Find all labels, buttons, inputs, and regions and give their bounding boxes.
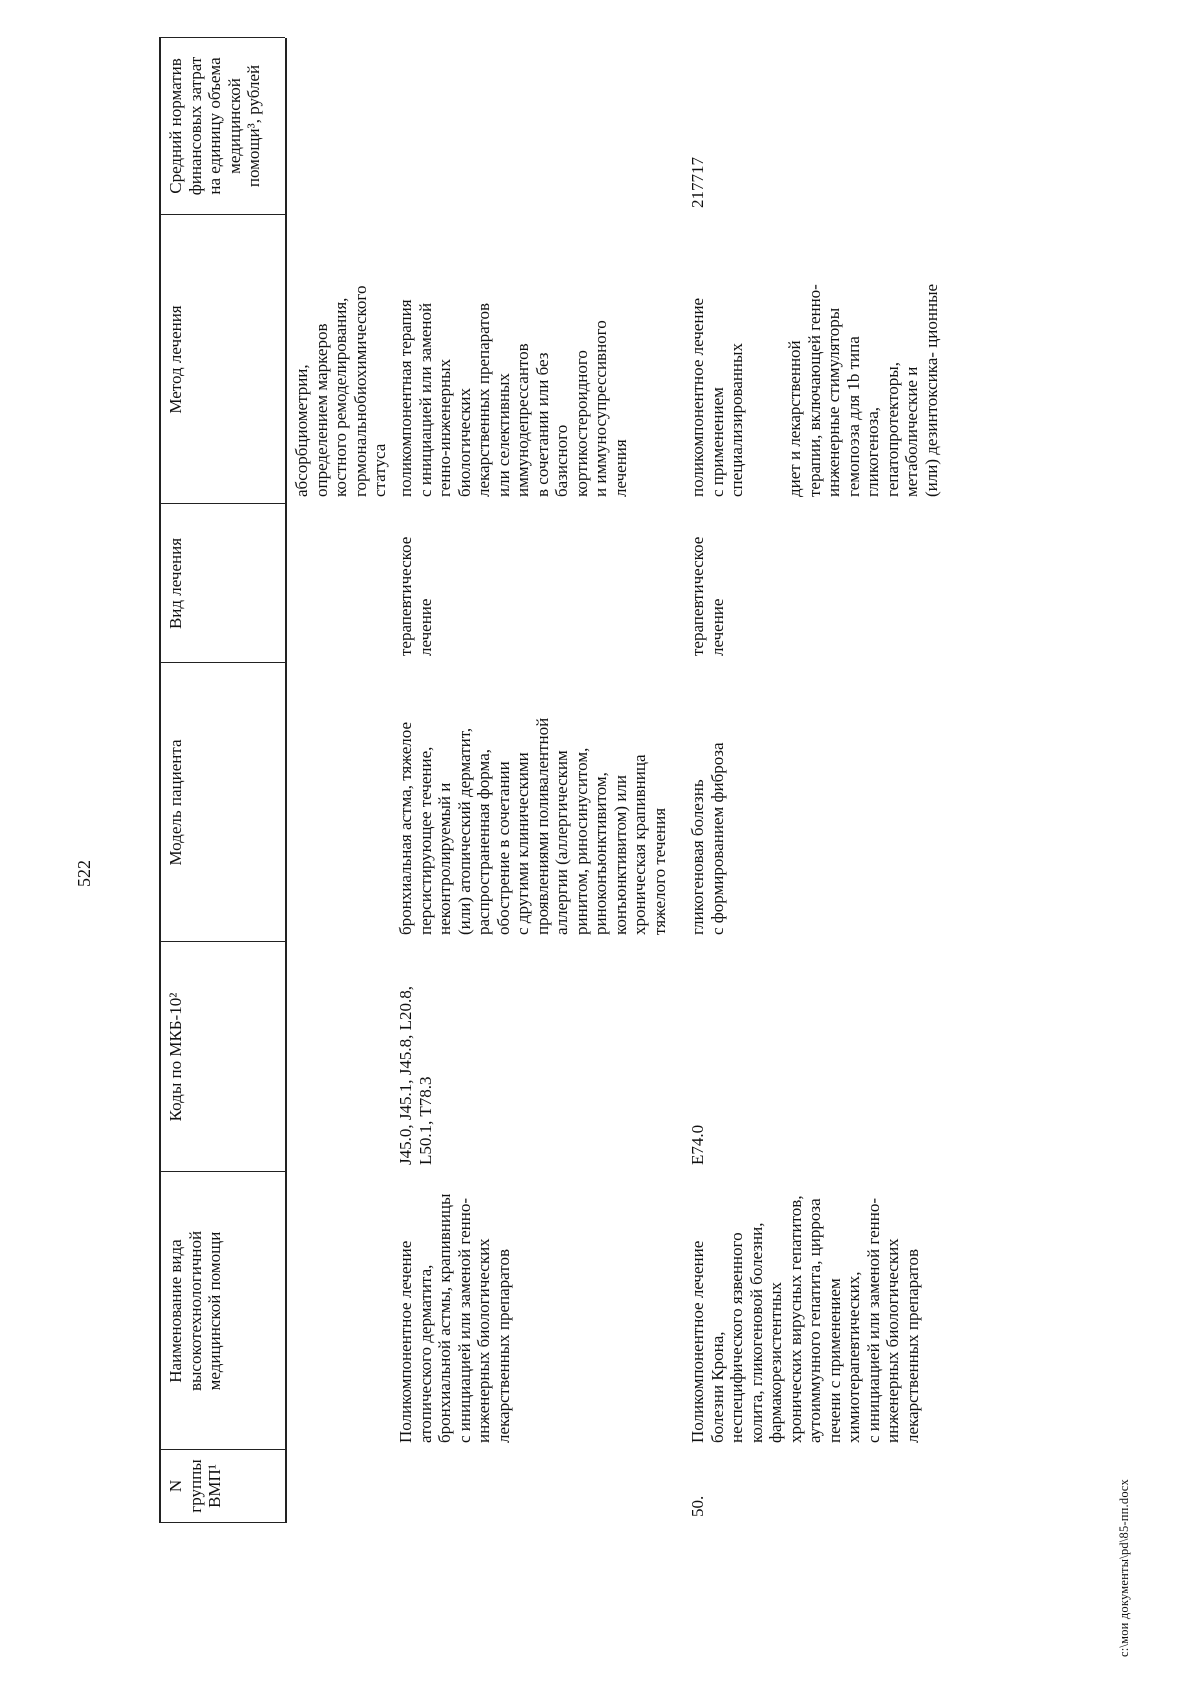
footer-file-path: c:\мои документы\pd\85-пп.docx: [1117, 1479, 1131, 1657]
row2-average-cost: 217717: [688, 157, 707, 208]
table-header-rule: [285, 38, 287, 1523]
header-vmp-name: Наименование вида высокотехнологичной медицинской помощи: [166, 1230, 224, 1392]
row1-icd-codes: J45.0, J45.1, J45.8, L20.8, L50.1, T78.3: [396, 986, 435, 1165]
table-left-rule: [159, 1522, 285, 1523]
table-right-rule: [159, 37, 285, 38]
method-continuation: абсорбциометрии, определением маркеров костного ремоделирования, гормональнобиохимического статуса: [292, 285, 389, 497]
column-divider-1: [159, 1449, 285, 1450]
row2-vmp-name: Поликомпонентное лечение болезни Крона, неспецифического язвенного колита, гликогеновой болезни, фармакорезистентных хронических вирусных гепатитов, аутоиммунного гепатита, цирроза печени с применением химиотерапевтических, с инициацией или заменой генно- инженерных биологических лекарственных препаратов: [688, 1195, 922, 1443]
column-divider-3: [159, 941, 285, 942]
row2-treatment-method-part2: диет и лекарственной терапии, включающей генно- инженерные стимуляторы гемопоэза для 1b типа гликогеноза, гепатопротекторы, метаболические и (или) дезинтоксика- ционные: [785, 283, 941, 497]
header-group-number: N группы ВМП¹: [166, 1459, 224, 1513]
row1-treatment-method: поликомпонентная терапия с инициацией или заменой генно-инженерных биологических лекарственных препаратов или селективных иммунодепрессантов в сочетании или без базисного кортикостероидного и иммуносупрессивного лечения: [396, 299, 630, 497]
row2-treatment-type: терапевтическое лечение: [688, 536, 727, 656]
row2-treatment-method-part1: поликомпонентное лечение с применением специализированных: [688, 297, 746, 497]
row2-icd-codes: E74.0: [688, 1124, 707, 1165]
page-number: 522: [74, 860, 94, 887]
header-patient-model: Модель пациента: [166, 739, 185, 866]
row1-patient-model: бронхиальная астма, тяжелое персистирующее течение, неконтролируемый и (или) атопический дерматит, распространенная форма, обострение в сочетании с другими клиническими проявлениями поливалентной аллергии (аллергическим ринитом, риносинуситом, риноконъюнктивитом, конъюнктивитом) или хроническая крапивница тяжелого течения: [396, 717, 669, 935]
column-divider-4: [159, 662, 285, 663]
column-divider-2: [159, 1171, 285, 1172]
table-top-rule: [159, 38, 161, 1523]
row1-treatment-type: терапевтическое лечение: [396, 536, 435, 656]
header-icd-codes: Коды по МКБ-10²: [166, 992, 185, 1122]
row2-patient-model: гликогеновая болезнь с формированием фиброза: [688, 742, 727, 935]
header-treatment-type: Вид лечения: [166, 537, 185, 630]
header-treatment-method: Метод лечения: [166, 305, 185, 414]
header-average-cost: Средний норматив финансовых затрат на единицу объема медицинской помощи³, рублей: [166, 56, 263, 196]
column-divider-6: [159, 214, 285, 215]
row1-vmp-name: Поликомпонентное лечение атопического дерматита, бронхиальной астмы, крапивницы с инициацией или заменой генно- инженерных биологических лекарственных препаратов: [396, 1193, 513, 1443]
column-divider-5: [159, 503, 285, 504]
row2-group-number: 50.: [688, 1495, 707, 1517]
